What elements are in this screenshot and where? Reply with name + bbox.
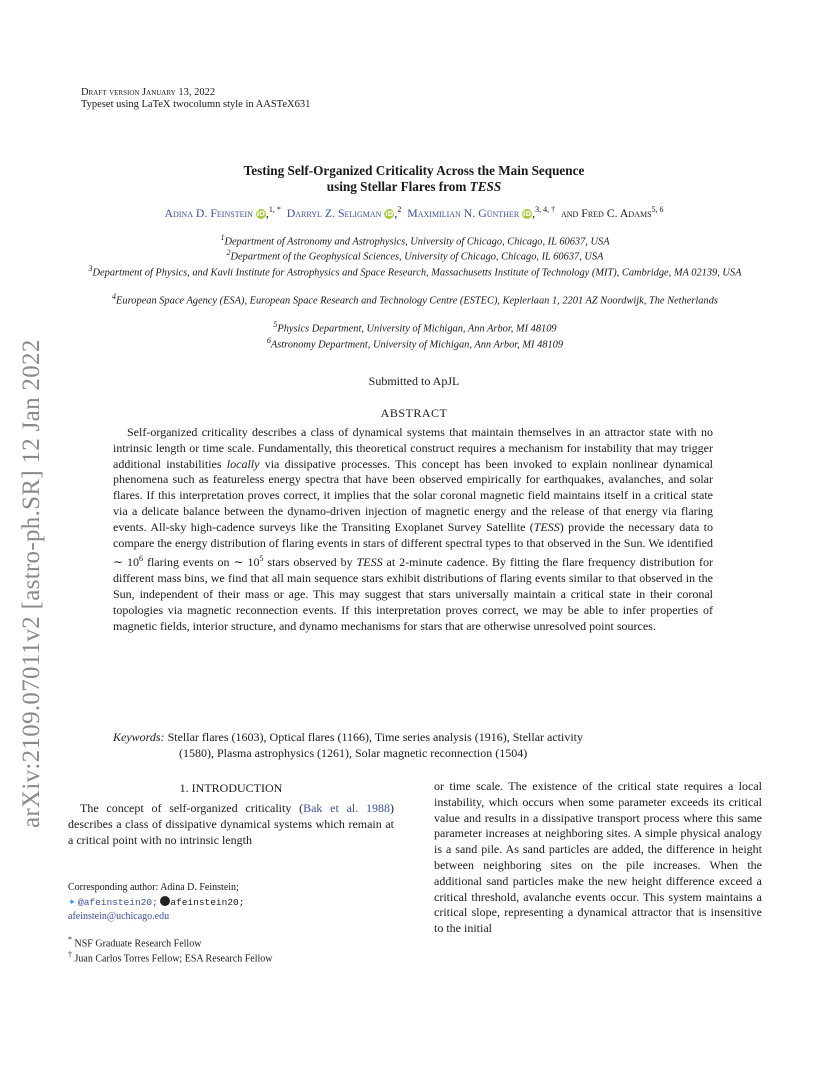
orcid-icon[interactable]: iD: [256, 209, 265, 218]
intro-left-column: The concept of self-organized criticality (Bak et al. 1988) describes a class of dissipative dynamical systems which remain at a critical point with no intrinsic length: [68, 801, 394, 847]
email-link[interactable]: afeinstein@uchicago.edu: [68, 911, 170, 922]
arxiv-stamp: arXiv:2109.07011v2 [astro-ph.SR] 12 Jan 2022: [18, 339, 45, 828]
author[interactable]: Adina D. Feinstein iD,$^{1, *}$: [164, 205, 281, 220]
paper-title-line2: using Stellar Flares from TESS: [326, 179, 502, 194]
abstract-heading: ABSTRACT: [380, 406, 448, 420]
orcid-icon[interactable]: iD: [523, 209, 532, 218]
footnote: * NSF Graduate Research Fellow: [68, 935, 202, 950]
author[interactable]: Maximilian N. Günther iD,$^{3, 4, \dagger}$: [407, 205, 556, 220]
citation-link[interactable]: Bak et al. 1988: [303, 801, 390, 815]
affiliation: $^1$Department of Astronomy and Astrophysics, University of Chicago, Chicago, IL 60637, USA: [220, 233, 610, 248]
affiliation: $^4$European Space Agency (ESA), European Space Research and Technology Centre (ESTEC), Keplerlaan 1, 2201 AZ Noordwijk, The Netherlands: [112, 292, 718, 307]
draft-version: Draft version January 13, 2022: [81, 87, 216, 98]
affiliation: $^6$Astronomy Department, University of Michigan, Ann Arbor, MI 48109: [266, 336, 564, 351]
affiliation: $^5$Physics Department, University of Michigan, Ann Arbor, MI 48109: [273, 320, 557, 335]
paper-title-line1: Testing Self-Organized Criticality Across the Main Sequence: [243, 163, 585, 178]
twitter-handle[interactable]: @afeinstein20;: [78, 897, 158, 908]
github-icon: [160, 896, 170, 906]
corresponding-author: Corresponding author: Adina D. Feinstein; ✦ @afeinstein20; afeinstein20; afeinstein@uchicago.edu: [68, 881, 398, 924]
submitted-to: Submitted to ApJL: [368, 374, 460, 388]
author[interactable]: Darryl Z. Seligman iD,$^2$: [286, 205, 402, 220]
footnote: † Juan Carlos Torres Fellow; ESA Research Fellow: [68, 950, 273, 965]
abstract-text: Self-organized criticality describes a class of dynamical systems that maintain themselves in an attractor state with no intrinsic length or time scale. Fundamentally, this theoretical construct requires a mechanism for instability that may trigger additional instabilities locally via dissipative processes. This concept has been invoked to explain nonlinear dynamical phenomena such as featureless energy spectra that have been observed empirically for earthquakes, avalanches, and solar flares. If this interpretation proves correct, it implies that the solar coronal magnetic field maintains itself in a critical state via a delicate balance between the dynamo-driven injection of magnetic energy and the release of that energy via flaring events. All-sky high-cadence surveys like the Transiting Exoplanet Survey Satellite (TESS) provide the necessary data to compare the energy distribution of flaring events in stars of different spectral types to that observed in the Sun. We identified ∼ $10^6$ flaring events on ∼ $10^5$ stars observed by TESS at 2-minute cadence. By fitting the flare frequency distribution for different mass bins, we find that all main sequence stars exhibit distributions of flaring events similar to that observed in the Sun, independent of their mass or age. This may suggest that stars universally maintain a critical state in their coronal topologies via magnetic reconnection events. If this interpretation proves correct, we may be able to infer properties of magnetic fields, interior structure, and dynamo mechanisms for stars that are otherwise unresolved point sources.: [113, 425, 713, 633]
typeset-note: Typeset using LaTeX twocolumn style in AASTeX631: [81, 99, 311, 110]
section-heading-introduction: 1. INTRODUCTION: [179, 781, 283, 795]
and-word: and: [560, 205, 579, 220]
author-list: [0, 205, 828, 221]
orcid-icon[interactable]: iD: [385, 209, 394, 218]
affiliation: $^3$Department of Physics, and Kavli Institute for Astrophysics and Space Research, Massachusetts Institute of Technology (MIT), Cambridge, MA 02139, USA: [88, 264, 742, 279]
affiliation: $^2$Department of the Geophysical Sciences, University of Chicago, Chicago, IL 60637, USA: [226, 248, 604, 263]
github-handle[interactable]: afeinstein20;: [170, 897, 245, 908]
author: Fred C. Adams$^{5, 6}$: [581, 205, 664, 220]
intro-right-column: or time scale. The existence of the critical state requires a local instability, which occurs when some parameter exceeds its critical value and results in a dissipative transport process where this same parameter increases at neighboring sites. A simple physical analogy is a sand pile. As sand particles are added, the difference in height between neighboring sites on the pile increases. When the additional sand particles make the new height difference exceed a critical threshold, avalanche events occur. This system maintains a critical slope, representing a dynamical attractor that is insensitive to the initial: [434, 779, 762, 936]
keywords: Keywords: Stellar flares (1603), Optical flares (1166), Time series analysis (1916), Stellar activity (1580), Plasma astrophysics (1261), Solar magnetic reconnection (1504): [113, 730, 584, 760]
twitter-icon: ✦: [68, 897, 76, 907]
